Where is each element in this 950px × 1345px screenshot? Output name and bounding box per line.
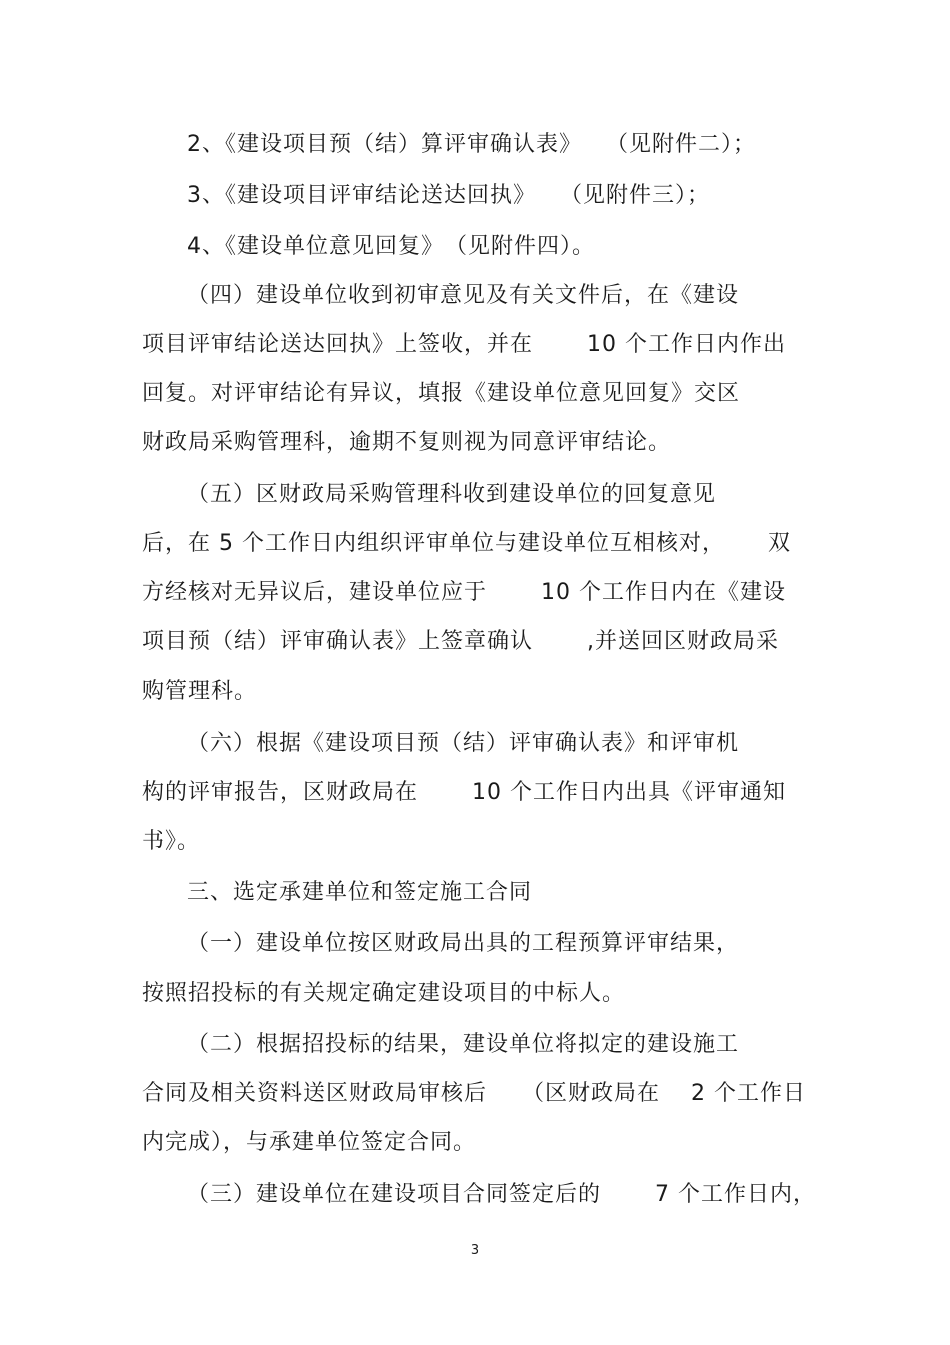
- text-line-18: 按照招投标的有关规定确定建设项目的中标人。: [142, 981, 626, 1006]
- text-line-7: 财政局采购管理科，逾期不复则视为同意评审结论。: [142, 430, 672, 455]
- text-line-14: 构的评审报告，区财政局在 10 个工作日内出具《评审通知: [142, 780, 786, 805]
- text-line-9: 后，在 5 个工作日内组织评审单位与建设单位互相核对， 双: [142, 531, 791, 556]
- text-line-5: 项目评审结论送达回执》上签收，并在 10 个工作日内作出: [142, 332, 786, 357]
- text-line-3: 4、《建设单位意见回复》 （见附件四）。: [187, 234, 595, 259]
- text-line-16: 三、选定承建单位和签定施工合同: [187, 880, 533, 905]
- text-line-12: 购管理科。: [142, 679, 258, 704]
- text-line-4: （四）建设单位收到初审意见及有关文件后，在《建设: [187, 283, 740, 308]
- text-line-21: 内完成），与承建单位签定合同。: [142, 1130, 477, 1155]
- text-line-15: 书》。: [142, 829, 201, 854]
- text-line-11: 项目预（结）评审确认表》上签章确认 ,并送回区财政局采: [142, 629, 779, 654]
- text-line-13: （六）根据《建设项目预（结）评审确认表》和评审机: [187, 731, 740, 756]
- text-line-17: （一）建设单位按区财政局出具的工程预算评审结果，: [187, 931, 740, 956]
- text-line-22: （三）建设单位在建设项目合同签定后的 7 个工作日内，: [187, 1182, 816, 1207]
- text-line-20: 合同及相关资料送区财政局审核后 （区财政局在 2 个工作日: [142, 1081, 806, 1106]
- text-line-1: 2、《建设项目预（结）算评审确认表》 （见附件二）；: [187, 132, 756, 157]
- text-line-6: 回复。对评审结论有异议，填报《建设单位意见回复》交区: [142, 381, 741, 406]
- text-line-10: 方经核对无异议后，建设单位应于 10 个工作日内在《建设: [142, 580, 786, 605]
- text-line-8: （五）区财政局采购管理科收到建设单位的回复意见: [187, 482, 717, 507]
- text-line-19: （二）根据招投标的结果，建设单位将拟定的建设施工: [187, 1032, 740, 1057]
- text-line-2: 3、《建设项目评审结论送达回执》 （见附件三）；: [187, 183, 710, 208]
- page-number: 3: [470, 1243, 480, 1258]
